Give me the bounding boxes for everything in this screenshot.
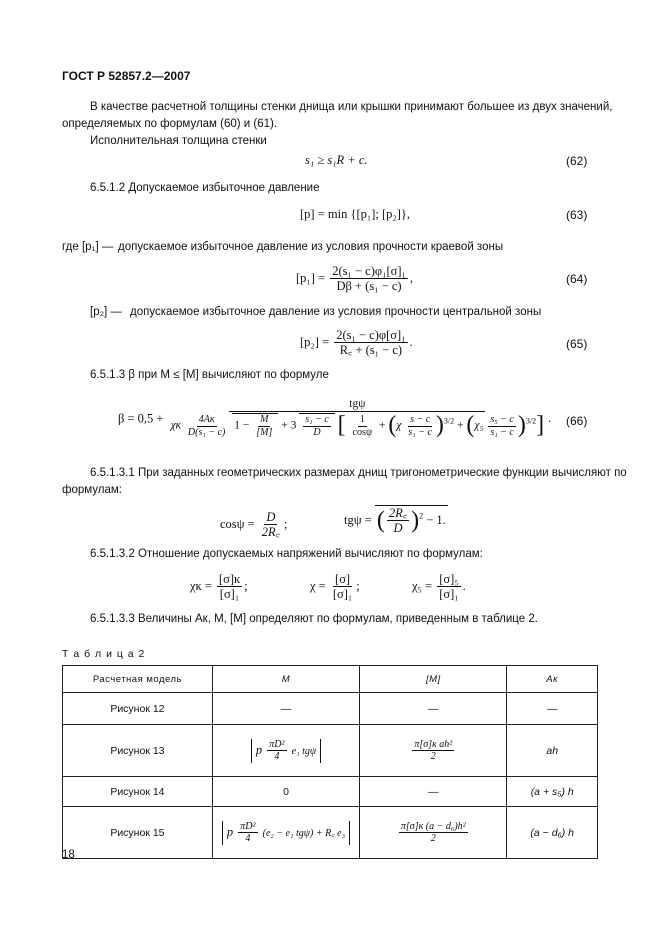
fraction-numerator: π[σ]к (a − d₆)h² [400, 820, 466, 832]
bracket: ) [411, 507, 420, 534]
fraction [303, 414, 331, 438]
fraction-numerator: [σ] [335, 572, 351, 586]
fraction-numerator: π[σ]к ah² [414, 738, 453, 750]
fraction-numerator: [σ]₅ [439, 572, 459, 586]
table-row [63, 807, 598, 859]
definition-label: где [p₁] — [62, 241, 114, 253]
fraction-denominator: D(s₁ − c) [187, 426, 226, 438]
formula-tail: ; [284, 516, 288, 531]
power: 3/2 [525, 416, 537, 426]
fraction-numerator: tgψ [229, 398, 485, 412]
table-cell: ah [507, 725, 598, 777]
document-header: ГОСТ Р 52857.2—2007 [62, 69, 191, 83]
column-header: [M] [360, 666, 507, 693]
formula-tail: . [462, 578, 466, 593]
paragraph-line: Исполнительная толщина стенки [90, 135, 267, 147]
column-header: Aк [507, 666, 598, 693]
paragraph-line: определяемых по формулам (60) и (61). [62, 118, 278, 130]
formula-chi5 [412, 572, 466, 602]
formula-lhs: cosψ = [220, 516, 255, 531]
table-cell: — [507, 693, 598, 725]
sqrt [375, 505, 448, 536]
fraction-numerator: M [260, 414, 269, 426]
fraction-denominator: Dβ + (s₁ − c) [336, 279, 402, 294]
table-cell: — [360, 693, 507, 725]
page-number: 18 [62, 849, 75, 861]
expr-suffix: (e₂ − e₁ tgψ) + R꜀ e₃ [262, 827, 346, 839]
expr-prefix: p [255, 742, 263, 757]
definition-label: [p₂] — [90, 306, 122, 318]
table-cell: — [212, 693, 359, 725]
formula-lhs: tgψ = [344, 512, 372, 527]
formula-lhs: [p₁] = [296, 270, 326, 285]
fraction [351, 414, 375, 438]
formula-64 [296, 264, 413, 294]
table-caption: Т а б л и ц а 2 [62, 648, 146, 660]
fraction-numerator: 2(s₁ − c)φ[σ]₁ [336, 328, 406, 342]
table-row [63, 693, 598, 725]
bracket: ( [376, 507, 385, 534]
bracket: ) [517, 412, 526, 439]
abs-expression [222, 821, 350, 845]
fraction-numerator: 2R꜀ [388, 506, 408, 520]
fraction-numerator: D [266, 510, 276, 524]
fraction [399, 821, 468, 845]
fraction-denominator: [σ]₁ [219, 587, 240, 602]
fraction-numerator: 1 [359, 414, 365, 426]
formula-tg [344, 505, 448, 536]
paragraph-line: формулам: [62, 484, 122, 496]
separator: ; [356, 578, 360, 593]
plus-sign: + [379, 419, 386, 432]
fraction-denominator [169, 412, 547, 440]
bracket: ] [536, 412, 545, 439]
fraction-denominator: [σ]₁ [439, 587, 459, 602]
power: 2 [419, 511, 424, 521]
fraction-denominator: D [393, 521, 403, 536]
chi-k: χк [170, 419, 182, 432]
formula-tail: − 1. [426, 512, 446, 527]
bracket: ( [388, 412, 397, 439]
plus-sign: + [457, 419, 464, 432]
fraction [260, 510, 282, 540]
fraction [267, 739, 286, 763]
definition-text: допускаемое избыточное давление из условия прочности центральной зоны [130, 306, 542, 318]
fraction-numerator: [σ]к [218, 572, 241, 586]
formula-tail: . [548, 410, 552, 425]
bracket: [ [337, 412, 346, 439]
fraction-numerator: s₅ − c [490, 414, 514, 426]
table-cell [212, 807, 359, 859]
separator: ; [244, 578, 248, 593]
fraction-denominator: 4 [274, 751, 280, 762]
formula-chik [190, 572, 248, 602]
formula-number: (66) [566, 414, 588, 428]
fraction-denominator: s₁ − c [408, 426, 432, 438]
table-cell: 0 [212, 777, 359, 807]
formula-lhs: χ₅ = [412, 578, 433, 593]
section-heading: 6.5.1.3 β при M ≤ [M] вычисляют по формуле [90, 369, 329, 381]
fraction-numerator: πD² [269, 738, 285, 750]
fraction-denominator: s₁ − c [490, 426, 514, 438]
table-cell [360, 725, 507, 777]
formula-lhs: [p₂] = [300, 334, 330, 349]
fraction-denominator: [σ]₁ [332, 587, 353, 602]
table-cell: Рисунок 13 [63, 725, 213, 777]
fraction [169, 398, 547, 440]
fraction [254, 414, 274, 438]
fraction-denominator: R꜀ + (s₁ − c) [339, 343, 403, 358]
fraction [412, 739, 454, 763]
fraction-denominator: cosψ [352, 426, 373, 438]
column-header: Расчетная модель [63, 666, 213, 693]
formula-63: [p] = min {[p₁]; [p₂]}, [300, 207, 411, 221]
fraction-numerator: s₁ − c [305, 414, 329, 426]
paragraph-line: В качестве расчетной толщины стенки днища или крышки принимают большее из двух значений, [90, 101, 613, 113]
table-2 [62, 665, 598, 859]
column-header: M [212, 666, 359, 693]
abs-expression [251, 739, 321, 763]
paragraph-line: 6.5.1.3.3 Величины Aк, M, [M] определяют по формулам, приведенным в таблице 2. [90, 613, 538, 625]
fraction-numerator: 2(s₁ − c)φ₁[σ]₁ [332, 264, 406, 278]
table-cell: Рисунок 12 [63, 693, 213, 725]
fraction [334, 328, 407, 358]
fraction-numerator: s − c [410, 414, 431, 426]
formula-65 [300, 328, 413, 358]
table-row [63, 725, 598, 777]
table-header-row [63, 666, 598, 693]
paragraph-line: 6.5.1.3.1 При заданных геометрических размерах днищ тригонометрические функции вычисляют по [90, 467, 627, 479]
table-cell: (a + s₅) h [507, 777, 598, 807]
plus-three: + 3 [281, 419, 297, 432]
table-cell [360, 807, 507, 859]
formula-tail: , [409, 270, 413, 285]
chi-term: χ [396, 419, 402, 432]
table-cell: Рисунок 15 [63, 807, 213, 859]
fraction-numerator: 4Aк [198, 414, 215, 426]
fraction [488, 414, 516, 438]
bracket: ( [466, 412, 475, 439]
formula-lhs: χк = [190, 578, 212, 593]
formula-number: (63) [566, 208, 588, 222]
fraction-denominator: 2 [430, 833, 436, 844]
fraction-numerator: πD² [240, 820, 256, 832]
fraction-denominator: D [313, 426, 321, 438]
power: 3/2 [443, 416, 455, 426]
chi-5: χ₅ [474, 419, 484, 432]
table-row [63, 777, 598, 807]
fraction [238, 821, 257, 845]
definition-text: допускаемое избыточное давление из условия прочности краевой зоны [118, 241, 504, 253]
fraction [186, 414, 227, 438]
fraction [406, 414, 434, 438]
fraction [331, 572, 354, 602]
formula-lhs: β = 0,5 + [118, 411, 164, 426]
sqrt [299, 413, 335, 438]
formula-number: (65) [566, 337, 588, 351]
formula-tail: . [409, 334, 413, 349]
fraction [330, 264, 408, 294]
table-cell: Рисунок 14 [63, 777, 213, 807]
fraction [387, 506, 409, 536]
paragraph-line: 6.5.1.3.2 Отношение допускаемых напряжений вычисляют по формулам: [90, 548, 483, 560]
sqrt-prefix: 1 − [234, 419, 250, 432]
formula-number: (62) [566, 154, 588, 168]
fraction [217, 572, 242, 602]
bracket: ) [435, 412, 444, 439]
table-cell [212, 725, 359, 777]
table-cell: — [360, 777, 507, 807]
fraction-denominator: [M] [256, 426, 273, 438]
formula-cos [220, 510, 288, 540]
fraction-denominator: 4 [245, 833, 251, 844]
section-heading: 6.5.1.2 Допускаемое избыточное давление [90, 182, 320, 194]
expr-prefix: p [226, 824, 234, 839]
fraction-denominator: 2 [430, 751, 436, 762]
formula-62: s₁ ≥ s₁R + c. [305, 153, 368, 167]
table-cell: (a − d₆) h [507, 807, 598, 859]
formula-chi [310, 572, 360, 602]
sqrt [232, 413, 278, 438]
formula-lhs: χ = [310, 578, 326, 593]
fraction [437, 572, 460, 602]
formula-66 [118, 398, 551, 440]
fraction-denominator: 2R꜀ [261, 525, 281, 540]
expr-suffix: e₁ tgψ [291, 745, 317, 757]
formula-number: (64) [566, 272, 588, 286]
